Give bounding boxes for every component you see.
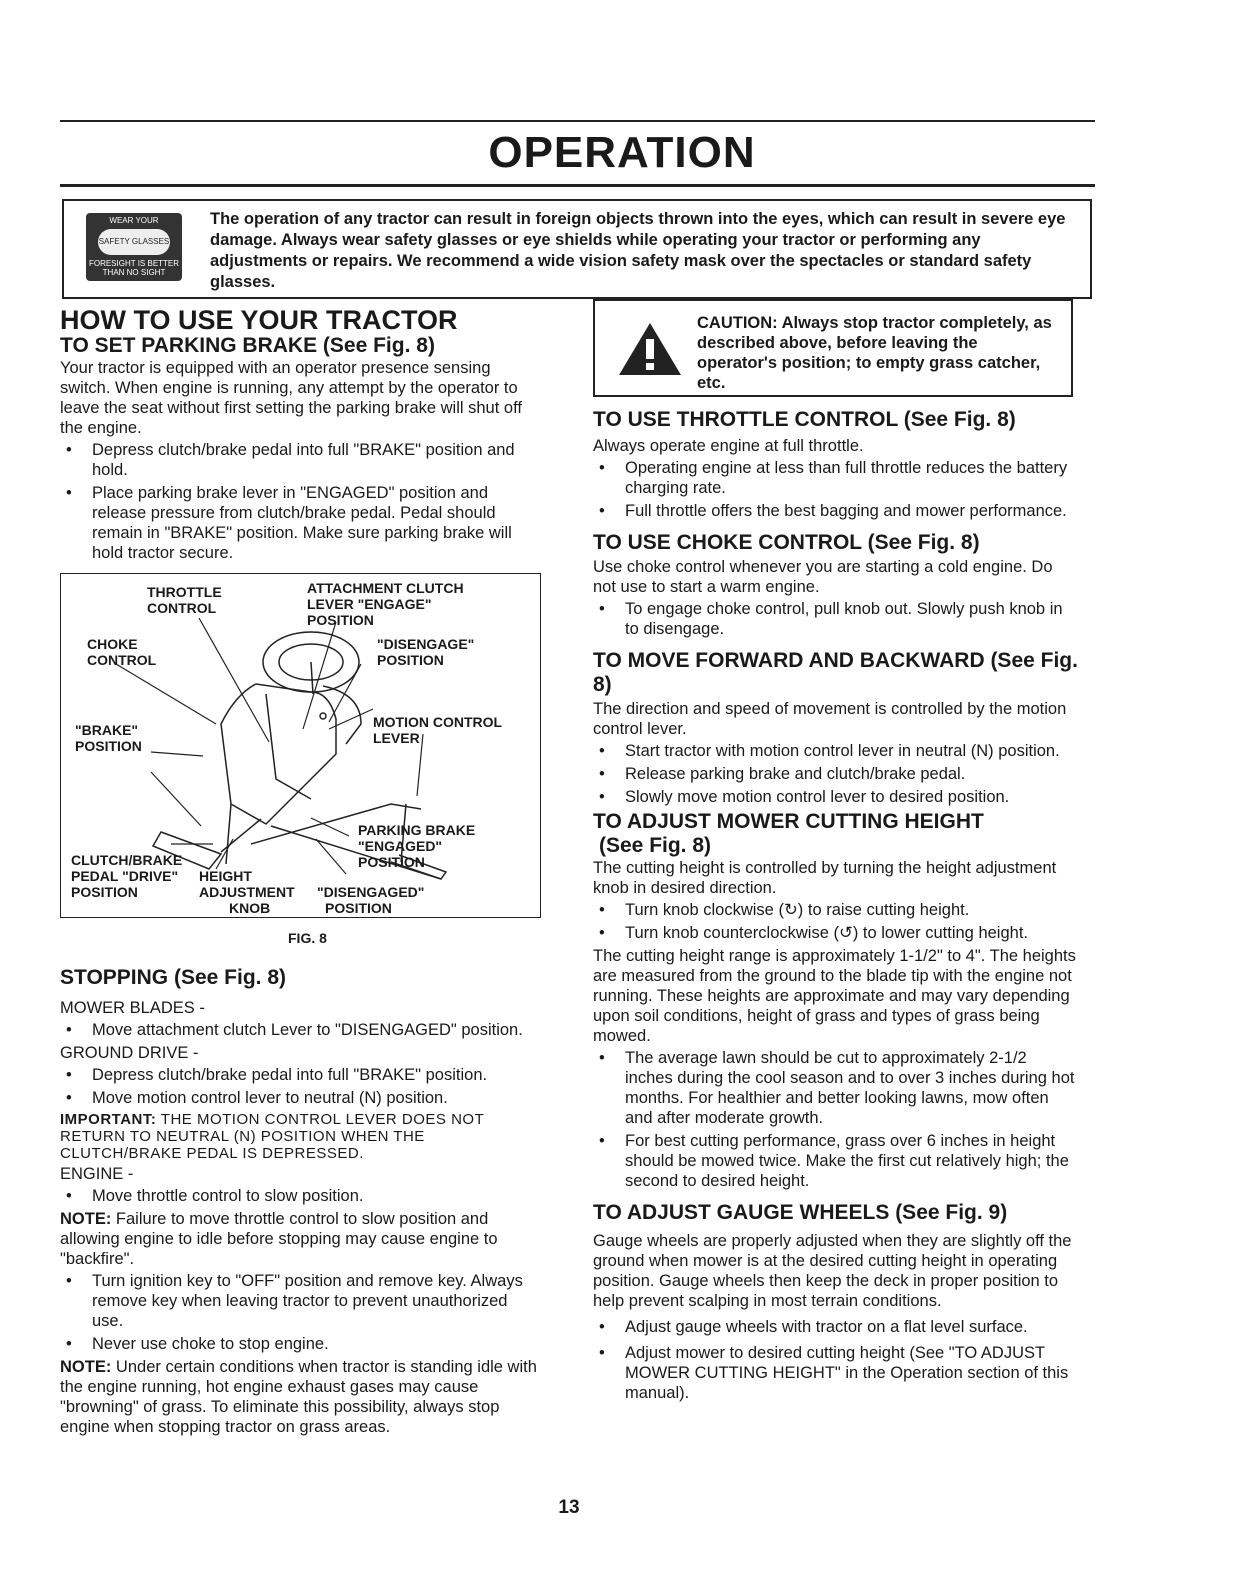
note-text: Under certain conditions when tractor is standing idle with the engine running, hot engine exhaust gases may cause "browning" of grass. To eliminate this possibility, always stop engine when stopping tractor on grass areas. [60, 1358, 537, 1436]
mower-blades-label: MOWER BLADES - [60, 999, 205, 1017]
ground-drive-label: GROUND DRIVE - [60, 1044, 199, 1062]
stopping-section [60, 966, 542, 1439]
move-heading: TO MOVE FORWARD AND BACKWARD (See Fig. 8) [593, 649, 1078, 696]
figure-caption: FIG. 8 [288, 930, 327, 946]
right-column [593, 408, 1078, 1406]
choke-intro: Use choke control whenever you are starting a cold engine. Do not use to start a warm engine. [593, 558, 1053, 596]
leader-brake [151, 752, 203, 756]
list-item: • Turn ignition key to "OFF" position and remove key. Always remove key when leaving tractor to prevent unauthorized use. [60, 1271, 542, 1331]
list-item: • Adjust mower to desired cutting height (See "TO ADJUST MOWER CUTTING HEIGHT" in the Operation section of this manual). [593, 1343, 1078, 1403]
list-item: • Turn knob clockwise (↻) to raise cutting height. [593, 900, 1078, 920]
safety-notice [62, 199, 1092, 299]
how-to-use-heading: HOW TO USE YOUR TRACTOR [60, 305, 458, 335]
height-knob-list [593, 900, 1078, 943]
safety-glasses-icon [86, 213, 182, 281]
title-rule [60, 184, 1095, 187]
label-parking-brake: PARKING BRAKE "ENGAGED" POSITION [358, 822, 476, 870]
move-list [593, 741, 1078, 807]
important-label: IMPORTANT: [60, 1111, 157, 1128]
parking-brake-intro: Your tractor is equipped with an operator presence sensing switch. When engine is running, any attempt by the operator to leave the seat without first setting the parking brake will shut off the engine. [60, 359, 522, 437]
leader-height [216, 839, 233, 869]
page-title: OPERATION [488, 128, 756, 177]
label-disengage: "DISENGAGE" POSITION [377, 636, 475, 668]
label-parking-disengaged: "DISENGAGED" POSITION [317, 884, 425, 916]
throttle-heading: TO USE THROTTLE CONTROL (See Fig. 8) [593, 408, 1016, 431]
caution-text: CAUTION: Always stop tractor completely, as described above, before leaving the operator's position; to empty grass catcher, etc. [697, 314, 1052, 392]
list-item: • Depress clutch/brake pedal into full "BRAKE" position. [60, 1065, 542, 1085]
height-body: The cutting height range is approximately 1-1/2" to 4". The heights are measured from the ground to the blade tip with the engine not running. These heights are approximate and may vary depending upon soil conditions, height of grass and types of grass being mowed. [593, 947, 1076, 1045]
move-intro: The direction and speed of movement is controlled by the motion control lever. [593, 700, 1067, 738]
caution-box [593, 299, 1073, 397]
list-item: • Place parking brake lever in "ENGAGED" position and release pressure from clutch/brake pedal. Pedal should remain in "BRAKE" position. Make sure parking brake will hold tractor secure. [60, 483, 542, 563]
counterclockwise-arrow-icon: ↺ [838, 924, 853, 942]
icon-text-mid: SAFETY GLASSES [98, 229, 170, 255]
ground-list [60, 1065, 542, 1108]
choke-list [593, 599, 1078, 639]
label-brake-position: "BRAKE" POSITION [75, 722, 142, 754]
important-note [60, 1111, 542, 1162]
throttle-intro: Always operate engine at full throttle. [593, 437, 864, 455]
list-item: • Depress clutch/brake pedal into full "BRAKE" position and hold. [60, 440, 542, 480]
list-item: • Turn knob counterclockwise (↺) to lower cutting height. [593, 923, 1078, 943]
note-label: NOTE: [60, 1358, 112, 1376]
choke-heading: TO USE CHOKE CONTROL (See Fig. 8) [593, 531, 980, 554]
list-item: • Adjust gauge wheels with tractor on a flat level surface. [593, 1317, 1078, 1337]
height-intro: The cutting height is controlled by turning the height adjustment knob in desired direction. [593, 859, 1057, 897]
list-item: • To engage choke control, pull knob out. Slowly push knob in to disengage. [593, 599, 1078, 639]
height-heading: TO ADJUST MOWER CUTTING HEIGHT (See Fig. 8) [593, 810, 984, 857]
gauge-heading: TO ADJUST GAUGE WHEELS (See Fig. 9) [593, 1201, 1008, 1224]
safety-notice-text: The operation of any tractor can result in foreign objects thrown into the eyes, which can result in severe eye damage. Always wear safety glasses or eye shields while operating your tractor or performing any adjustments or repairs. We recommend a wide vision safety mask over the spectacles or standard safety glasses. [210, 210, 1066, 291]
console [221, 684, 336, 824]
leader-disengage [329, 664, 361, 722]
gauge-intro: Gauge wheels are properly adjusted when they are slightly off the ground when mower is at the desired cutting height in operating position. Gauge wheels then keep the deck in proper position to help prevent scalping in most terrain conditions. [593, 1232, 1072, 1310]
note-label: NOTE: [60, 1210, 112, 1228]
gauge-list [593, 1317, 1078, 1403]
list-item: • The average lawn should be cut to approximately 2-1/2 inches during the cool season and to over 3 inches during hot months. For healthier and better looking lawns, mow often and after moderate growth. [593, 1048, 1078, 1128]
blades-list [60, 1020, 542, 1040]
list-item: • Move motion control lever to neutral (N) position. [60, 1088, 542, 1108]
engine-label: ENGINE - [60, 1165, 134, 1183]
height-list [593, 1048, 1078, 1191]
label-motion-control: MOTION CONTROL LEVER [373, 714, 503, 746]
note-browning [60, 1357, 542, 1437]
icon-text-top: WEAR YOUR [109, 216, 159, 225]
list-item: • For best cutting performance, grass over 6 inches in height should be mowed twice. Make the first cut relatively high; the second to desired height. [593, 1131, 1078, 1191]
parking-brake-heading: TO SET PARKING BRAKE (See Fig. 8) [60, 334, 435, 357]
icon-text-bottom: FORESIGHT IS BETTER THAN NO SIGHT [88, 259, 180, 277]
list-item: • Operating engine at less than full throttle reduces the battery charging rate. [593, 458, 1078, 498]
figure-8 [60, 573, 541, 918]
warning-triangle-icon [615, 319, 685, 379]
list-item: • Move attachment clutch Lever to "DISENGAGED" position. [60, 1020, 542, 1040]
list-item: • Move throttle control to slow position. [60, 1186, 542, 1206]
label-height-adjustment: HEIGHT ADJUSTMENT KNOB [199, 868, 295, 916]
leader-choke [116, 664, 216, 724]
list-item: • Full throttle offers the best bagging and mower performance. [593, 501, 1078, 521]
left-column [60, 305, 542, 566]
label-choke: CHOKE CONTROL [87, 636, 157, 668]
page-number: 13 [558, 1497, 580, 1518]
label-clutch-brake: CLUTCH/BRAKE PEDAL "DRIVE" POSITION [71, 852, 183, 900]
throttle-list [593, 458, 1078, 521]
key-list [60, 1271, 542, 1354]
leader-brake-diag [151, 772, 201, 826]
engine-list [60, 1186, 542, 1206]
list-item: • Start tractor with motion control lever in neutral (N) position. [593, 741, 1078, 761]
list-item: • Never use choke to stop engine. [60, 1334, 542, 1354]
list-item: • Slowly move motion control lever to desired position. [593, 787, 1078, 807]
clockwise-arrow-icon: ↻ [783, 901, 798, 919]
important-text: THE MOTION CONTROL LEVER DOES NOT RETURN TO NEUTRAL (N) POSITION WHEN THE CLUTCH/BRAKE PEDAL IS DEPRESSED. [60, 1111, 484, 1162]
label-throttle: THROTTLE CONTROL [147, 584, 222, 616]
note-backfire [60, 1209, 542, 1269]
note-text: Failure to move throttle control to slow position and allowing engine to idle before stopping may cause engine to "backfire". [60, 1210, 498, 1268]
label-attachment-clutch: ATTACHMENT CLUTCH LEVER "ENGAGE" POSITION [307, 580, 464, 628]
stopping-heading: STOPPING (See Fig. 8) [60, 966, 286, 989]
list-item: • Release parking brake and clutch/brake pedal. [593, 764, 1078, 784]
parking-brake-list [60, 440, 542, 563]
leader-throttle [199, 618, 269, 742]
top-rule [60, 120, 1095, 122]
